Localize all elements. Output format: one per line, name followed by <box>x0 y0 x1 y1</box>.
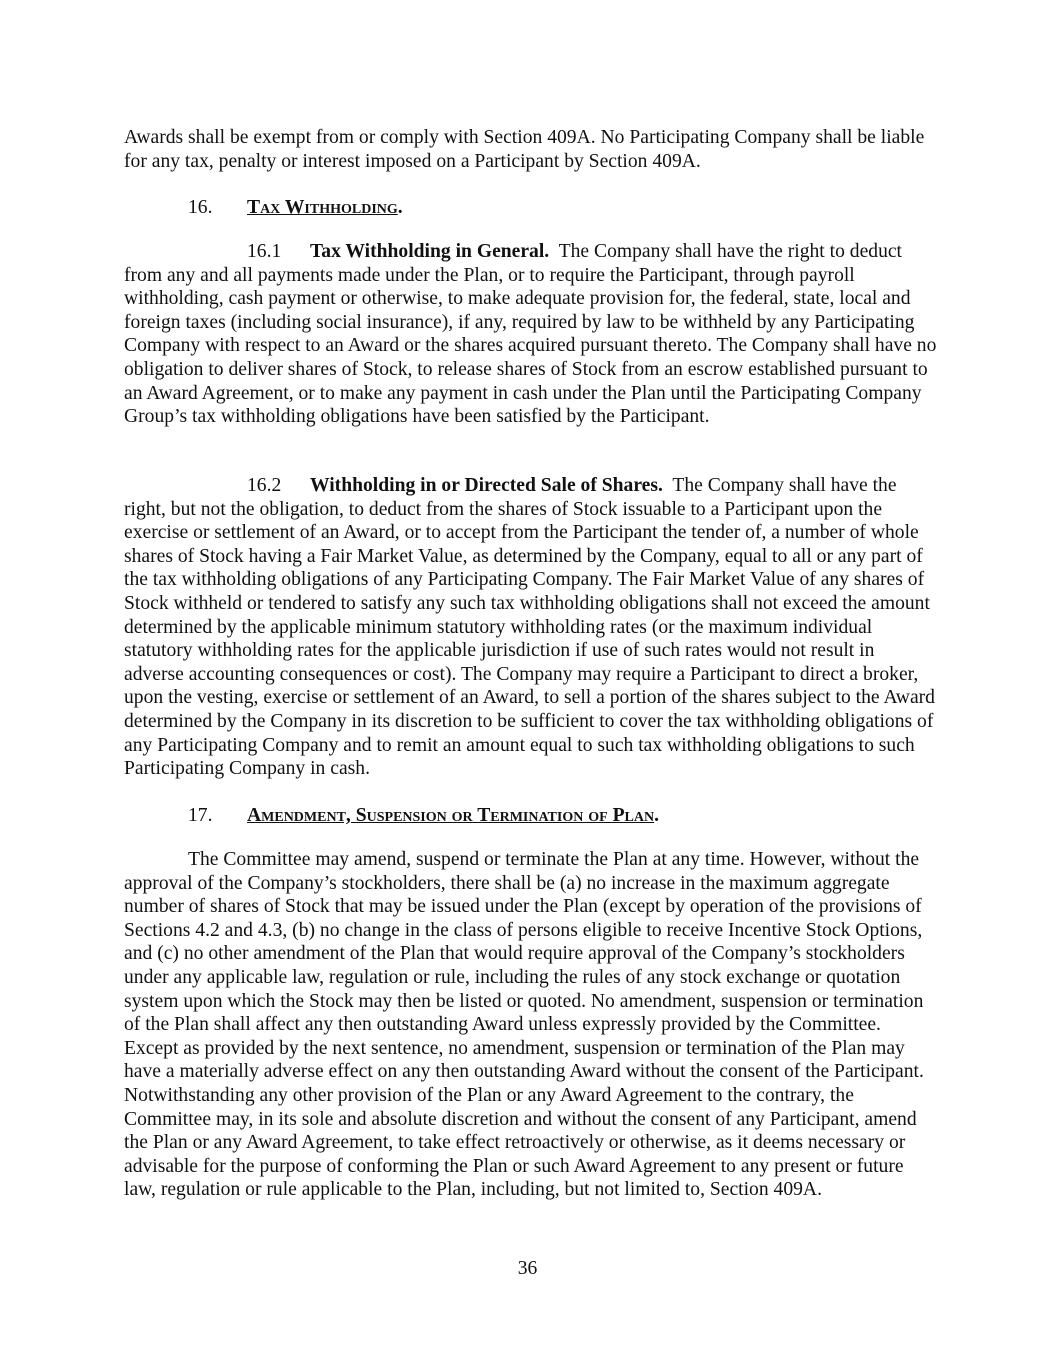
section-16-title: Tax Withholding <box>247 197 398 218</box>
subsection-16-1-heading: Tax Withholding in General. <box>310 241 550 262</box>
subsection-16-1-body: The Company shall have the right to deduct from any and all payments made under the Plan, or to require the Participant, through payroll withholding, cash payment or otherwise, to make adequate provision for, the federal, state, local and foreign taxes (including social insurance), if any, required by law to be withheld by any Participating Company with respect to an Award or the shares acquired pursuant thereto. The Company shall have no obligation to deliver shares of Stock, to release shares of Stock from an escrow established pursuant to an Award Agreement, or to make any payment in cash under the Plan until the Participating Company Group’s tax withholding obligations have been satisfied by the Participant. <box>124 241 937 428</box>
section-17-body <box>124 848 939 1202</box>
subsection-16-2-heading: Withholding in or Directed Sale of Shares. <box>310 475 663 496</box>
subsection-16-1 <box>124 240 939 429</box>
section-17-title: Amendment, Suspension or Termination of Plan <box>247 805 655 826</box>
intro-paragraph: Awards shall be exempt from or comply with Section 409A. No Participating Company shall be liable for any tax, penalty or interest imposed on a Participant by Section 409A. <box>124 127 925 172</box>
section-17-number: 17. <box>188 805 213 826</box>
section-17-heading: 17. Amendment, Suspension or Termination of Plan. <box>188 805 660 826</box>
subsection-16-2 <box>124 474 939 781</box>
page-number: 36 <box>517 1258 538 1279</box>
subsection-16-1-number: 16.1 <box>247 241 282 262</box>
subsection-16-2-number: 16.2 <box>247 475 282 496</box>
section-16-heading: 16. Tax Withholding. <box>188 197 403 218</box>
section-16-number: 16. <box>188 197 213 218</box>
subsection-16-2-body: The Company shall have the right, but not the obligation, to deduct from the shares of Stock issuable to a Participant upon the exercise or settlement of an Award, or to accept from the Participant the tender of, a number of whole shares of Stock having a Fair Market Value, as determined by the Company, equal to all or any part of the tax withholding obligations of any Participating Company. The Fair Market Value of any shares of Stock withheld or tendered to satisfy any such tax withholding obligations shall not exceed the amount determined by the applicable minimum statutory withholding rates (or the maximum individual statutory withholding rates for the applicable jurisdiction if use of such rates would not result in adverse accounting consequences or cost). The Company may require a Participant to direct a broker, upon the vesting, exercise or settlement of an Award, to sell a portion of the shares subject to the Award determined by the Company in its discretion to be sufficient to cover the tax withholding obligations of any Participating Company and to remit an amount equal to such tax withholding obligations to such Participating Company in cash. <box>124 475 935 780</box>
section-17-body-text: The Committee may amend, suspend or terminate the Plan at any time. However, without the approval of the Company’s stockholders, there shall be (a) no increase in the maximum aggregate number of shares of Stock that may be issued under the Plan (except by operation of the provisions of Sections 4.2 and 4.3, (b) no change in the class of persons eligible to receive Incentive Stock Options, and (c) no other amendment of the Plan that would require approval of the Company’s stockholders under any applicable law, regulation or rule, including the rules of any stock exchange or quotation system upon which the Stock may then be listed or quoted. No amendment, suspension or termination of the Plan shall affect any then outstanding Award unless expressly provided by the Committee. Except as provided by the next sentence, no amendment, suspension or termination of the Plan may have a materially adverse effect on any then outstanding Award without the consent of the Participant. Notwithstanding any other provision of the Plan or any Award Agreement to the contrary, the Committee may, in its sole and absolute discretion and without the consent of any Participant, amend the Plan or any Award Agreement, to take effect retroactively or otherwise, as it deems necessary or advisable for the purpose of conforming the Plan or such Award Agreement to any present or future law, regulation or rule applicable to the Plan, including, but not limited to, Section 409A. <box>124 849 924 1201</box>
